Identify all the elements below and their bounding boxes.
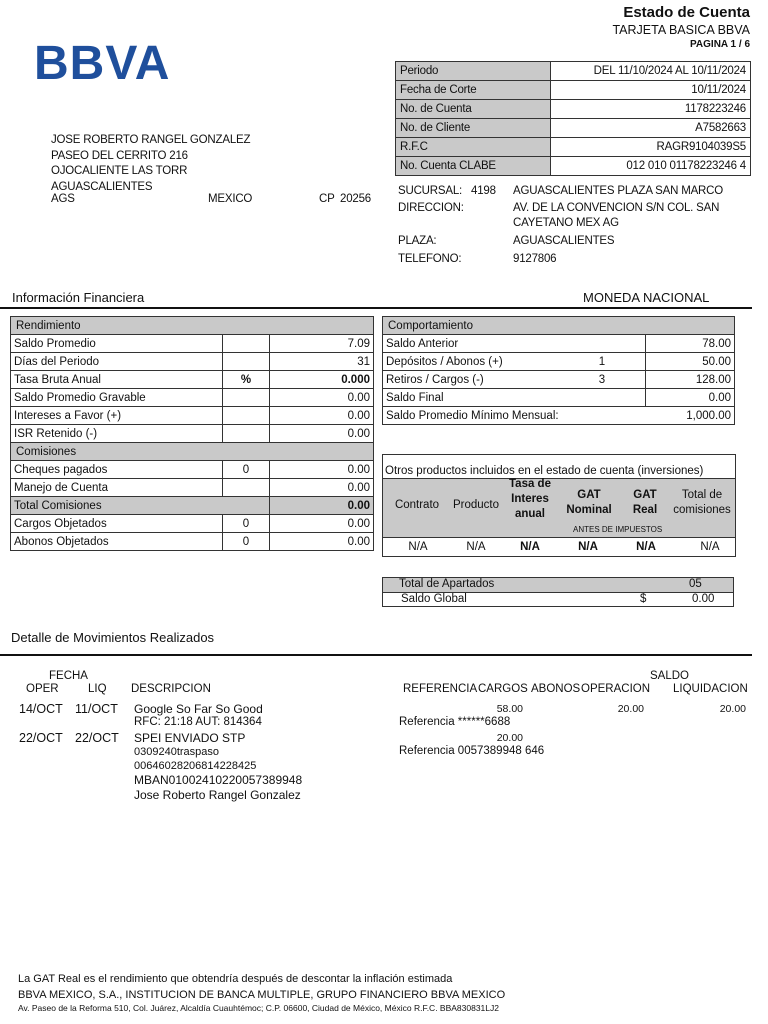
direccion-line-2: CAYETANO MEX AG — [513, 217, 619, 229]
rendimiento-table — [10, 316, 374, 551]
row-detail: Jose Roberto Rangel Gonzalez — [134, 788, 301, 802]
row-label: Saldo Promedio Mínimo Mensual: — [383, 407, 646, 425]
customer-country: MEXICO — [208, 193, 253, 205]
row-label: Manejo de Cuenta — [11, 479, 223, 497]
info-row — [396, 138, 751, 157]
info-value: DEL 11/10/2024 AL 10/11/2024 — [551, 62, 751, 81]
apartados-label: Total de Apartados — [399, 578, 495, 590]
row-value: 128.00 — [646, 371, 735, 389]
rendimiento-header: Rendimiento — [11, 317, 374, 335]
financial-section-title: Información Financiera — [12, 290, 145, 305]
row-label: Saldo Final — [383, 389, 560, 407]
info-value: A7582663 — [551, 119, 751, 138]
table-row — [383, 407, 735, 425]
row-mid: 0 — [223, 515, 270, 533]
info-row — [396, 157, 751, 176]
row-mid — [559, 389, 646, 407]
customer-state: AGS — [51, 193, 75, 205]
col-liq: LIQ — [88, 683, 107, 695]
row-value: 0.00 — [270, 533, 374, 551]
row-value: 78.00 — [646, 335, 735, 353]
col-contrato: Contrato — [394, 499, 440, 511]
customer-address — [51, 133, 250, 195]
table-row — [11, 479, 374, 497]
info-row — [396, 119, 751, 138]
row-value: 0.00 — [270, 497, 374, 515]
row-value: 0.00 — [270, 461, 374, 479]
row-detail: 00646028206814228425 — [134, 760, 257, 772]
row-cargo: 58.00 — [496, 703, 523, 715]
row-value: 1,000.00 — [646, 407, 735, 425]
branch-info — [398, 185, 758, 270]
comportamiento-table — [382, 316, 735, 425]
col-abonos: ABONOS — [531, 683, 581, 695]
col-total-comisiones: Total de comisiones — [673, 489, 731, 516]
col-liquidacion: LIQUIDACION — [673, 683, 748, 695]
table-row — [383, 353, 735, 371]
plaza-label: PLAZA: — [398, 235, 437, 247]
row-value: 0.00 — [270, 425, 374, 443]
footer-legal-name: BBVA MEXICO, S.A., INSTITUCION DE BANCA MULTIPLE, GRUPO FINANCIERO BBVA MEXICO — [18, 989, 506, 1001]
table-row — [11, 389, 374, 407]
col-fecha: FECHA — [49, 670, 88, 682]
row-label: Cargos Objetados — [11, 515, 223, 533]
row-label: Retiros / Cargos (-) — [383, 371, 560, 389]
table-row — [11, 515, 374, 533]
col-cargos: CARGOS — [478, 683, 528, 695]
col-producto: Producto — [452, 499, 500, 511]
row-mid: 0 — [223, 461, 270, 479]
info-label: No. de Cliente — [396, 119, 551, 138]
customer-cp: 20256 — [340, 193, 371, 205]
row-label: Intereses a Favor (+) — [11, 407, 223, 425]
otros-values — [383, 538, 735, 556]
antes-impuestos-note: ANTES DE IMPUESTOS — [573, 525, 663, 534]
info-value: RAGR9104039S5 — [551, 138, 751, 157]
saldo-global-row — [382, 593, 734, 607]
account-info-table — [395, 61, 751, 176]
row-value: 0.00 — [270, 389, 374, 407]
row-mid — [223, 389, 270, 407]
info-row — [396, 81, 751, 100]
row-mid: 0 — [223, 533, 270, 551]
row-mid — [223, 407, 270, 425]
row-value: 7.09 — [270, 335, 374, 353]
row-mid — [223, 335, 270, 353]
val-contrato: N/A — [408, 541, 428, 553]
info-label: No. de Cuenta — [396, 100, 551, 119]
total-comisiones-row — [11, 497, 374, 515]
row-liq: 22/OCT — [75, 731, 119, 745]
row-desc: Google So Far So Good — [134, 702, 263, 716]
saldo-global-currency: $ — [640, 593, 647, 605]
plaza-value: AGUASCALIENTES — [513, 235, 615, 247]
comisiones-header: Comisiones — [11, 443, 374, 461]
table-row — [383, 389, 735, 407]
col-saldo: SALDO — [650, 670, 689, 682]
col-oper: OPER — [26, 683, 59, 695]
row-label: Saldo Promedio Gravable — [11, 389, 223, 407]
row-label: Tasa Bruta Anual — [11, 371, 223, 389]
row-value: 50.00 — [646, 353, 735, 371]
val-tasa: N/A — [520, 541, 540, 553]
row-detail: 0309240traspaso — [134, 746, 220, 758]
col-descripcion: DESCRIPCION — [131, 683, 211, 695]
col-gat-nominal: GAT Nominal — [566, 489, 612, 516]
val-gat-real: N/A — [636, 541, 656, 553]
row-value: 0.00 — [270, 407, 374, 425]
row-desc: SPEI ENVIADO STP — [134, 731, 246, 745]
table-row — [11, 533, 374, 551]
direccion-line-1: AV. DE LA CONVENCION S/N COL. SAN — [513, 202, 720, 214]
row-value: 0.00 — [646, 389, 735, 407]
col-tasa: Tasa de Interes anual — [509, 477, 551, 520]
footer-gat-note: La GAT Real es el rendimiento que obtendría después de descontar la inflación estimada — [18, 973, 453, 985]
row-label: Total Comisiones — [11, 497, 223, 515]
row-cargo: 20.00 — [496, 732, 523, 744]
table-row — [11, 407, 374, 425]
customer-city: AGUASCALIENTES — [51, 180, 153, 193]
otros-title: Otros productos incluidos en el estado de cuenta (inversiones) — [383, 455, 735, 479]
row-value: 31 — [270, 353, 374, 371]
val-total-comisiones: N/A — [700, 541, 720, 553]
apartados-row — [382, 577, 734, 593]
section-divider — [0, 307, 752, 309]
table-row — [0, 700, 768, 730]
row-oper: 22/OCT — [19, 731, 63, 745]
row-mid — [223, 479, 270, 497]
statement-title: Estado de Cuenta — [623, 4, 750, 21]
row-detail: MBAN01002410220057389948 — [134, 773, 303, 787]
table-row — [11, 335, 374, 353]
saldo-global-label: Saldo Global — [401, 593, 467, 605]
row-referencia: Referencia 0057389948 646 — [399, 745, 545, 757]
sucursal-name: AGUASCALIENTES PLAZA SAN MARCO — [513, 185, 724, 197]
sucursal-code: 4198 — [471, 185, 496, 197]
customer-name: JOSE ROBERTO RANGEL GONZALEZ — [51, 134, 251, 146]
val-producto: N/A — [466, 541, 486, 553]
row-detail: RFC: 21:18 AUT: 814364 — [134, 716, 262, 728]
row-label: Días del Periodo — [11, 353, 223, 371]
customer-colony: OJOCALIENTE LAS TORR — [51, 165, 188, 177]
comportamiento-header: Comportamiento — [383, 317, 735, 335]
table-row — [11, 425, 374, 443]
row-label: ISR Retenido (-) — [11, 425, 223, 443]
direccion-label: DIRECCION: — [398, 202, 464, 214]
col-operacion: OPERACION — [581, 683, 651, 695]
otros-header — [383, 479, 735, 538]
table-row — [11, 461, 374, 479]
row-mid — [223, 425, 270, 443]
row-referencia: Referencia ******6688 — [399, 716, 511, 728]
info-value: 1178223246 — [551, 100, 751, 119]
row-value: 0.00 — [270, 479, 374, 497]
table-row — [11, 371, 374, 389]
row-mid: 3 — [559, 371, 646, 389]
info-value: 012 010 01178223246 4 — [551, 157, 751, 176]
info-label: Periodo — [396, 62, 551, 81]
info-value: 10/11/2024 — [551, 81, 751, 100]
apartados-box — [382, 577, 734, 607]
col-gat-real: GAT Real — [632, 489, 658, 516]
bank-logo: BBVA — [34, 37, 171, 90]
info-label: No. Cuenta CLABE — [396, 157, 551, 176]
table-row — [383, 335, 735, 353]
row-mid: % — [223, 371, 270, 389]
row-label: Cheques pagados — [11, 461, 223, 479]
col-referencia: REFERENCIA — [403, 683, 478, 695]
telefono-value: 9127806 — [513, 253, 557, 265]
row-mid: 1 — [559, 353, 646, 371]
currency-label: MONEDA NACIONAL — [583, 290, 710, 305]
row-saldo-op: 20.00 — [617, 703, 644, 715]
movimientos-title: Detalle de Movimientos Realizados — [11, 630, 215, 645]
row-liq: 11/OCT — [75, 702, 118, 716]
table-row — [11, 353, 374, 371]
row-saldo-liq: 20.00 — [719, 703, 746, 715]
movimientos-header — [0, 668, 768, 704]
otros-productos-box — [382, 454, 736, 557]
row-value: 0.00 — [270, 515, 374, 533]
row-label: Saldo Anterior — [383, 335, 560, 353]
row-mid — [559, 335, 646, 353]
table-row — [383, 371, 735, 389]
table-row — [0, 729, 768, 805]
row-mid — [223, 353, 270, 371]
saldo-global-value: 0.00 — [692, 593, 715, 605]
footer-address: Av. Paseo de la Reforma 510, Col. Juárez, Alcaldía Cuauhtémoc; C.P. 06600, Ciudad de México, México R.F.C. BBA830831LJ2 — [18, 1003, 499, 1013]
row-label: Abonos Objetados — [11, 533, 223, 551]
info-row — [396, 62, 751, 81]
page-number: PAGINA 1 / 6 — [689, 39, 750, 50]
info-label: R.F.C — [396, 138, 551, 157]
apartados-count: 05 — [689, 578, 702, 590]
row-value: 0.000 — [270, 371, 374, 389]
info-label: Fecha de Corte — [396, 81, 551, 100]
sucursal-label: SUCURSAL: — [398, 185, 463, 197]
customer-street: PASEO DEL CERRITO 216 — [51, 149, 188, 162]
row-label: Depósitos / Abonos (+) — [383, 353, 560, 371]
info-row — [396, 100, 751, 119]
row-oper: 14/OCT — [19, 702, 63, 716]
val-gat-nominal: N/A — [578, 541, 598, 553]
statement-subtitle: TARJETA BASICA BBVA — [612, 23, 750, 37]
row-label: Saldo Promedio — [11, 335, 223, 353]
telefono-label: TELEFONO: — [398, 253, 462, 265]
customer-cp-label: CP — [319, 193, 335, 205]
row-mid — [223, 497, 270, 515]
section-divider — [0, 654, 752, 656]
